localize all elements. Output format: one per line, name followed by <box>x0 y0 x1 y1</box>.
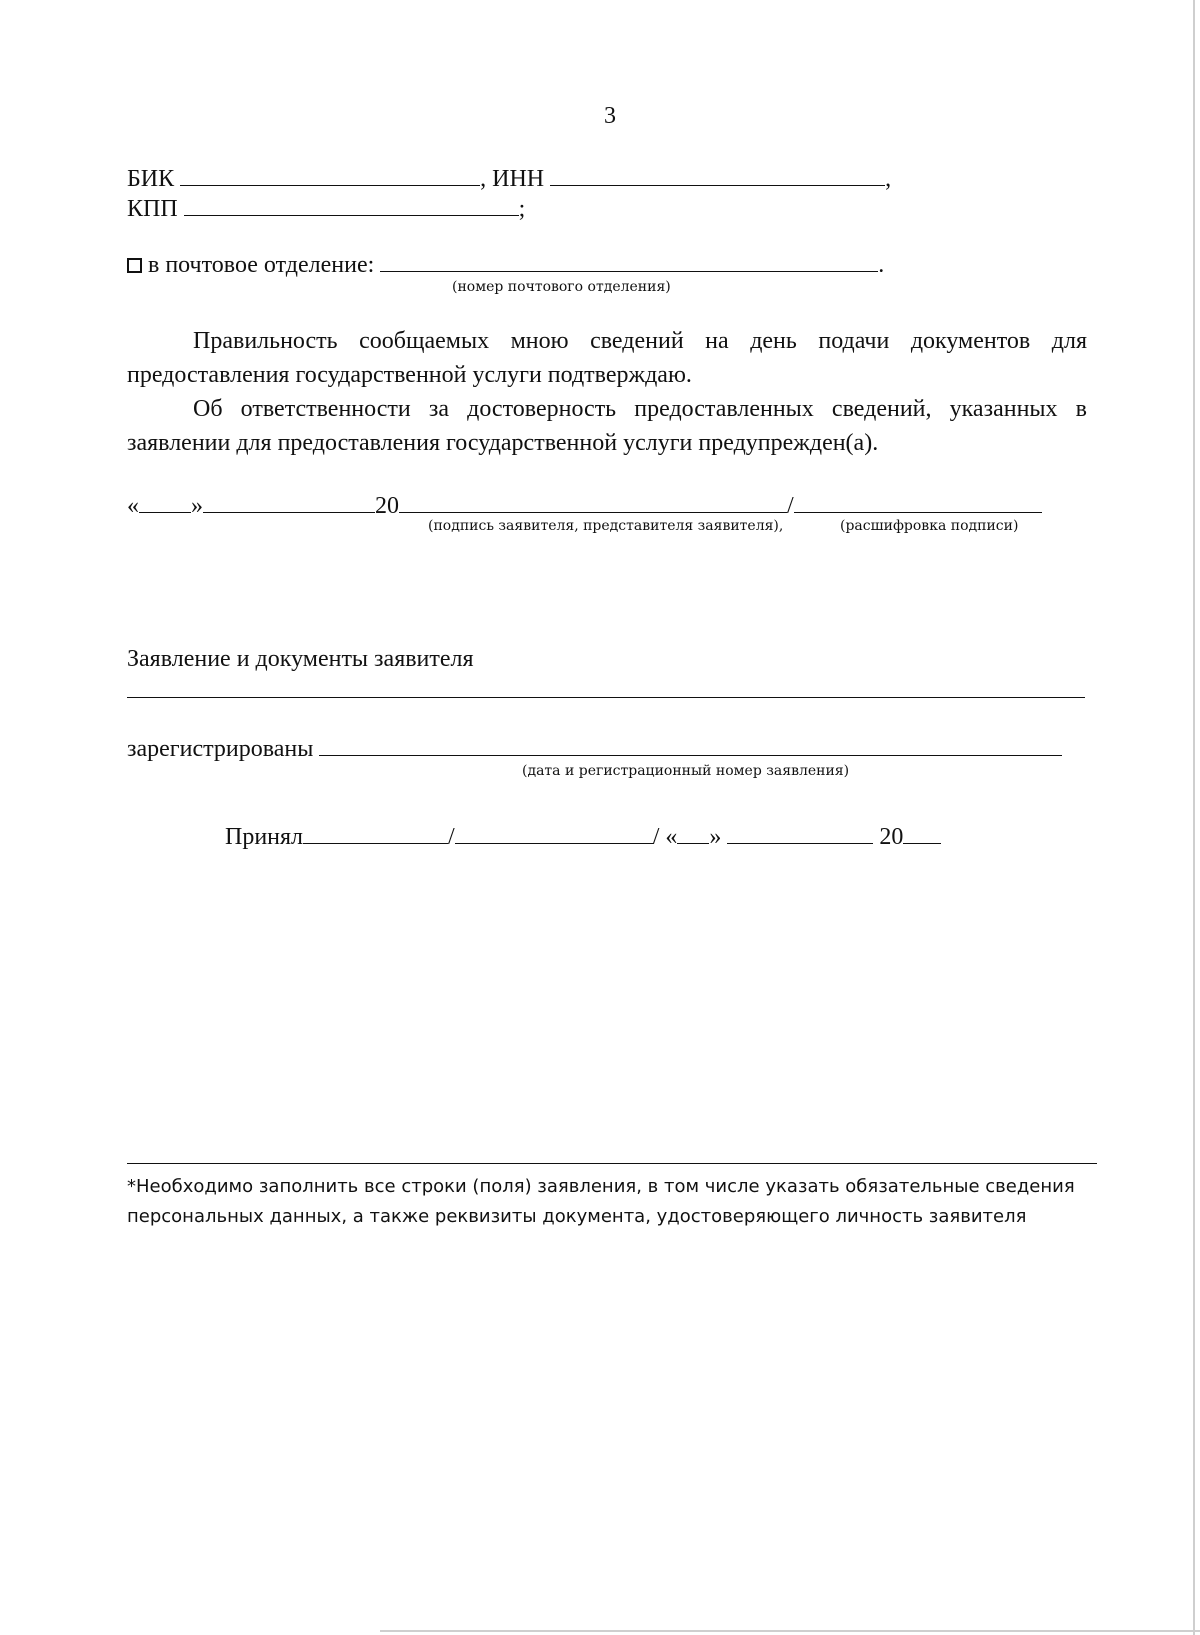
post-office-period: . <box>878 252 885 278</box>
accepted-month-field[interactable] <box>727 821 873 844</box>
signature-field[interactable] <box>399 490 787 513</box>
accepted-year-prefix: 20 <box>879 824 904 850</box>
bik-label: БИК <box>127 166 175 192</box>
scan-edge-right <box>1193 0 1195 1635</box>
post-office-row <box>127 249 884 280</box>
accepted-quote-close: » <box>709 824 722 850</box>
accepted-slash: / <box>448 824 455 850</box>
accepted-slash-quote: / « <box>652 824 678 850</box>
post-office-field[interactable] <box>380 249 878 272</box>
registered-row <box>127 733 1062 764</box>
accepted-year-field[interactable] <box>903 821 941 844</box>
post-office-label: в почтовое отделение: <box>148 252 375 278</box>
confirmation-paragraph-2: Об ответственности за достоверность предоставленных сведений, указанных в заявлении для предоставления государственной услуги предупрежден(а). <box>127 396 1087 456</box>
signature-row <box>127 490 1042 521</box>
inn-comma: , <box>885 166 892 192</box>
post-office-caption: (номер почтового отделения) <box>452 279 671 295</box>
registration-number-field[interactable] <box>319 733 1062 756</box>
footnote-separator <box>127 1163 1097 1164</box>
signature-decoding-caption: (расшифровка подписи) <box>840 518 1019 534</box>
kpp-row <box>127 193 525 224</box>
accepted-signature-field[interactable] <box>303 821 448 844</box>
day-field[interactable] <box>139 490 191 513</box>
kpp-field[interactable] <box>184 193 519 216</box>
confirmation-text <box>127 324 1087 460</box>
bik-field[interactable] <box>180 163 480 186</box>
accepted-label: Принял <box>225 824 304 850</box>
registration-caption: (дата и регистрационный номер заявления) <box>522 763 850 779</box>
signature-slash: / <box>787 493 794 519</box>
registration-line[interactable] <box>127 697 1085 698</box>
footnote-line-1: *Необходимо заполнить все строки (поля) заявления, в том числе указать обязательные сведения <box>127 1176 1075 1197</box>
accepted-day-field[interactable] <box>677 821 709 844</box>
footnote-line-2: персональных данных, а также реквизиты документа, удостоверяющего личность заявителя <box>127 1206 1027 1227</box>
scan-edge-bottom <box>380 1630 1200 1632</box>
signature-decoding-field[interactable] <box>794 490 1042 513</box>
bik-inn-row <box>127 163 891 194</box>
inn-field[interactable] <box>550 163 885 186</box>
registered-label: зарегистрированы <box>127 736 314 762</box>
page-number: 3 <box>604 103 616 129</box>
quote-close: » <box>191 493 203 519</box>
accepted-row <box>225 821 941 852</box>
registration-heading: Заявление и документы заявителя <box>127 646 474 672</box>
inn-label: , ИНН <box>480 166 545 192</box>
checkbox-icon[interactable] <box>127 258 142 273</box>
signature-caption: (подпись заявителя, представителя заявителя), <box>428 518 784 534</box>
kpp-semicolon: ; <box>518 196 526 222</box>
accepted-name-field[interactable] <box>455 821 653 844</box>
footnote <box>127 1172 1127 1232</box>
year-prefix: 20 <box>375 493 399 519</box>
kpp-label: КПП <box>127 196 178 222</box>
quote-open: « <box>127 493 139 519</box>
month-field[interactable] <box>203 490 375 513</box>
confirmation-paragraph-1: Правильность сообщаемых мною сведений на день подачи документов для предоставления государственной услуги подтверждаю. <box>127 328 1087 388</box>
